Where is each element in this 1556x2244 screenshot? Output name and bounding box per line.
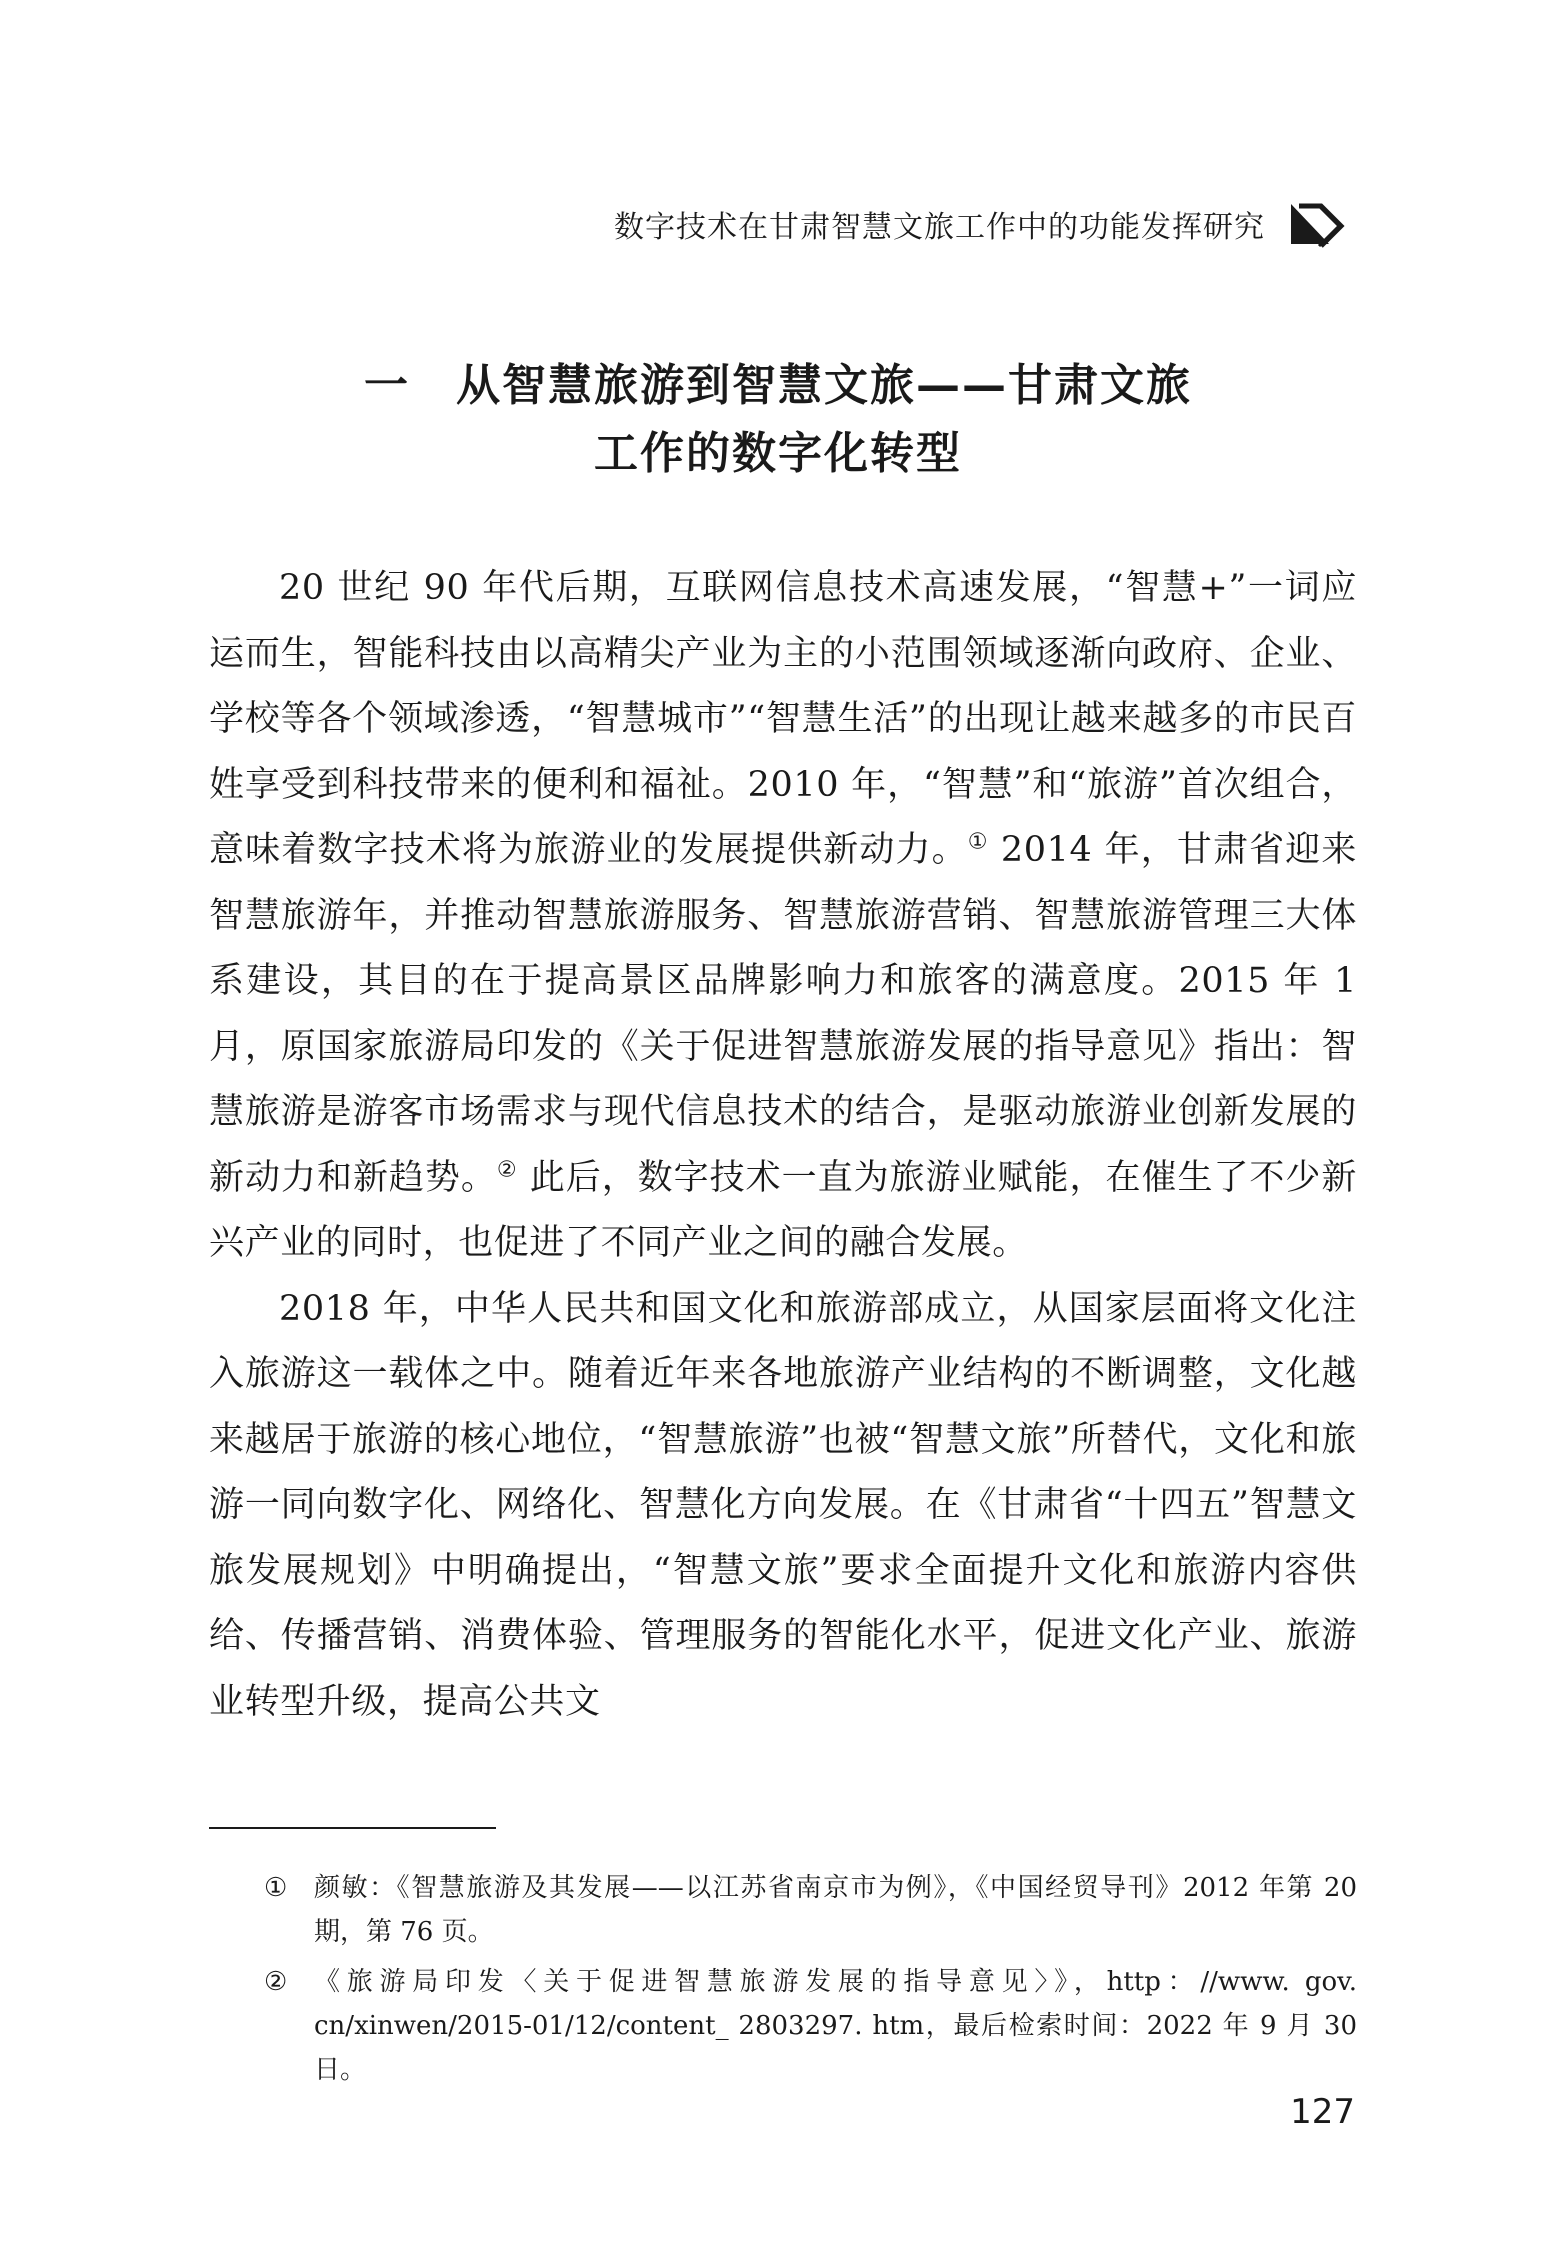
footnote-2-mark: ② [264, 1967, 288, 1997]
chapter-title-line-2: 工作的数字化转型 [594, 428, 962, 479]
paragraph-1-part-b: 2014 年，甘肃省迎来智慧旅游年，并推动智慧旅游服务、智慧旅游营销、智慧旅游管理三大体系建设，其目的在于提高景区品牌影响力和旅客的满意度。2015 年 1 月，原国家旅游局印发的《关于促进智慧旅游发展的指导意见》指出：智慧旅游是游客市场需求与现代信息技术的结合，是驱动旅游业创新发展的新动力和新趋势。 [209, 830, 1357, 1198]
chapter-title-line-1: 一 从智慧旅游到智慧文旅——甘肃文旅 [364, 360, 1192, 411]
footnotes [209, 1866, 1357, 2098]
page-number: 127 [1290, 2092, 1355, 2132]
paragraph-1-part-a: 20 世纪 90 年代后期，互联网信息技术高速发展，“智慧+”一词应运而生，智能科技由以高精尖产业为主的小范围领域逐渐向政府、企业、学校等各个领域渗透，“智慧城市”“智慧生活”的出现让越来越多的市民百姓享受到科技带来的便利和福祉。2010 年，“智慧”和“旅游”首次组合，意味着数字技术将为旅游业的发展提供新动力。 [209, 568, 1357, 870]
paragraph-2: 2018 年，中华人民共和国文化和旅游部成立，从国家层面将文化注入旅游这一载体之中。随着近年来各地旅游产业结构的不断调整，文化越来越居于旅游的核心地位，“智慧旅游”也被“智慧文旅”所替代，文化和旅游一同向数字化、网络化、智慧化方向发展。在《甘肃省“十四五”智慧文旅发展规划》中明确提出，“智慧文旅”要求全面提升文化和旅游内容供给、传播营销、消费体验、管理服务的智能化水平，促进文化产业、旅游业转型升级，提高公共文 [209, 1288, 1357, 1722]
paragraph-1-part-c: 此后，数字技术一直为旅游业赋能，在催生了不少新兴产业的同时，也促进了不同产业之间的融合发展。 [209, 1157, 1357, 1263]
footnote-1-text: 颜敏：《智慧旅游及其发展——以江苏省南京市为例》，《中国经贸导刊》2012 年第 20 期，第 76 页。 [314, 1873, 1357, 1947]
body-text [209, 556, 1357, 1735]
footnote-2-text: 《旅游局印发〈关于促进智慧旅游发展的指导意见〉》，http：//www. gov. cn/xinwen/2015-01/12/content_ 2803297. htm，最后检索时间：2022 年 9 月 30 日。 [314, 1967, 1357, 2085]
paragraph-1 [209, 556, 1357, 1277]
footnote-ref-1[interactable]: ① [967, 829, 989, 855]
footnote-1-mark: ① [264, 1873, 288, 1903]
chapter-mark-icon [1289, 200, 1355, 248]
running-title: 数字技术在甘肃智慧文旅工作中的功能发挥研究 [614, 210, 1265, 245]
chapter-title [208, 352, 1348, 488]
footnote-ref-2[interactable]: ② [496, 1156, 518, 1182]
footnote-1 [209, 1866, 1357, 1954]
footnote-divider [209, 1827, 496, 1829]
footnote-2 [209, 1960, 1357, 2092]
running-header [614, 200, 1355, 248]
